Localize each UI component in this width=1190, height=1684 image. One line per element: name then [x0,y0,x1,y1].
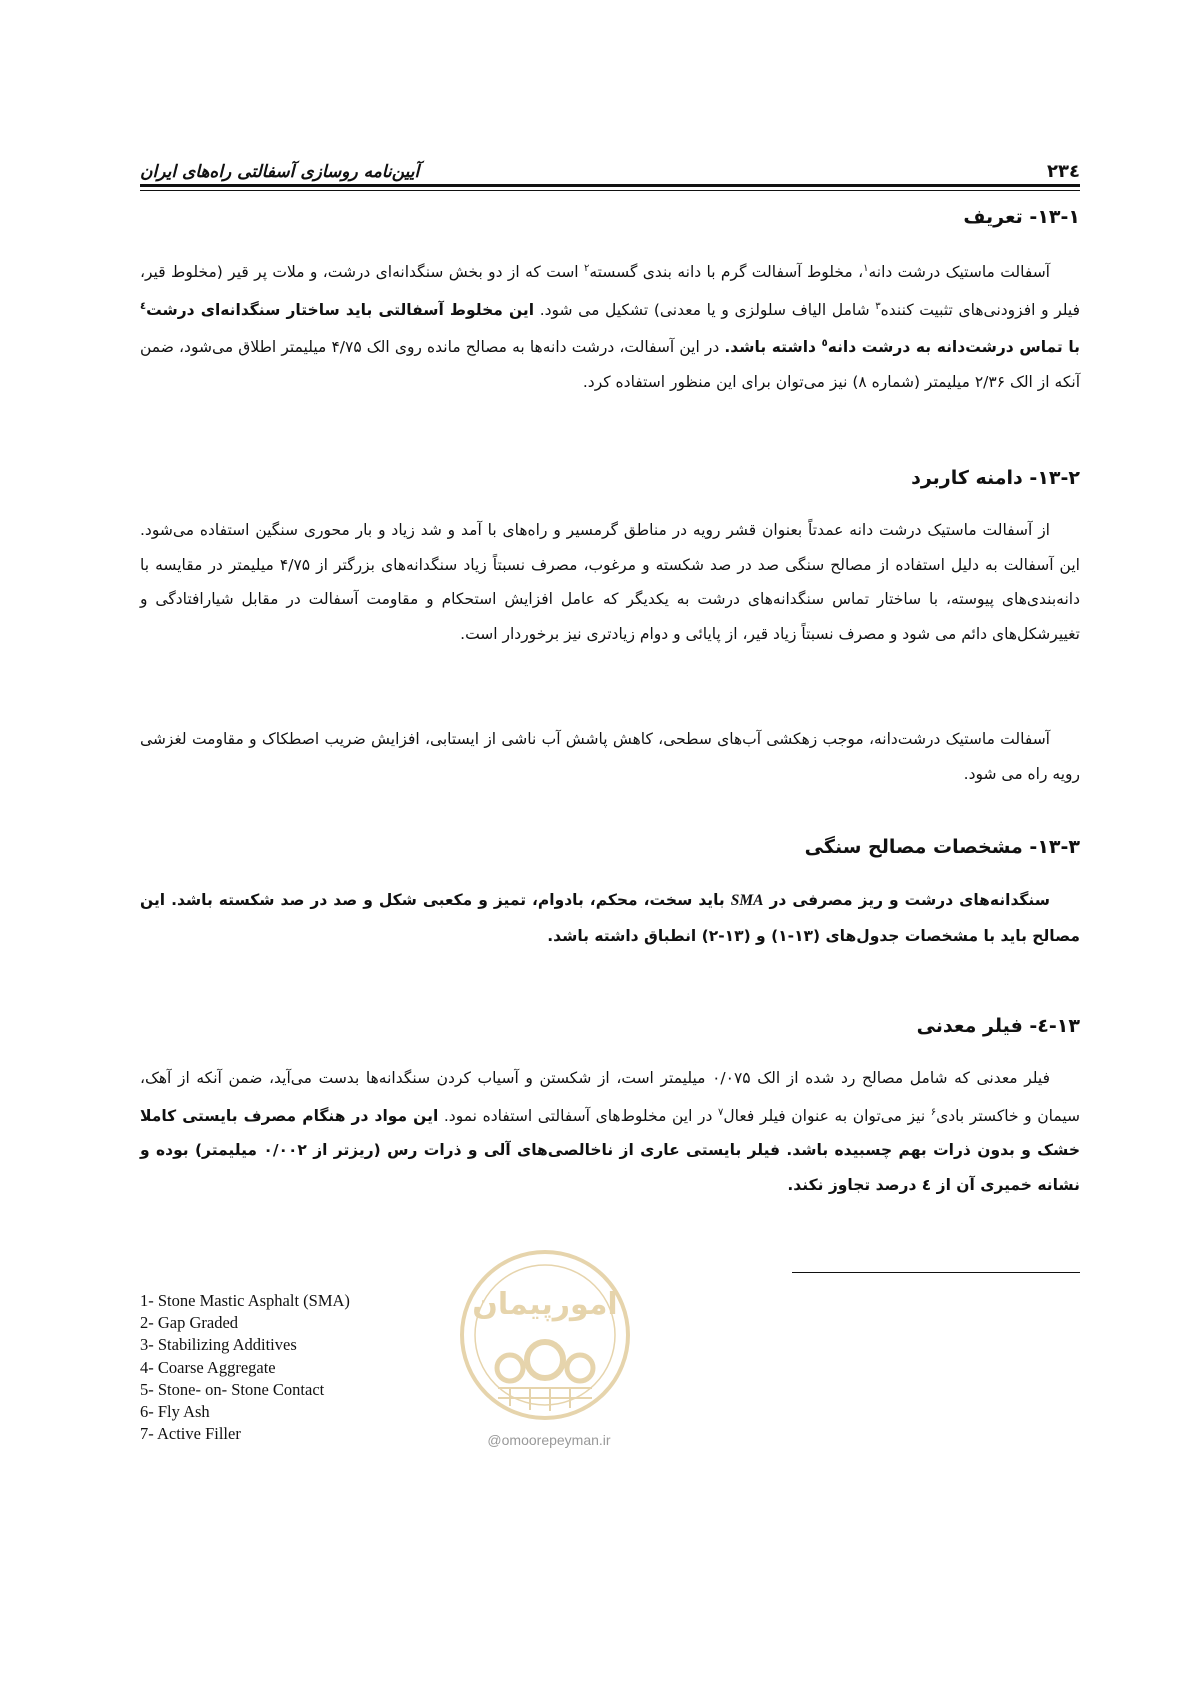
text: در این آسفالت، درشت دانه‌ها به مصالح مانده روی الک ۴/۷۵ میلیمتر اطلاق می‌شود، ضمن آنکه از الک ۲/۳۶ میلیمتر (شماره ۸) نیز می‌توان برای این منظور استفاده کرد. [140,338,1080,391]
footnote-item: 5- Stone- on- Stone Contact [140,1379,325,1399]
bold-text: این مواد در هنگام مصرف بایستی کاملا خشک و بدون ذرات بهم چسبیده باشد. فیلر بایستی عاری از ناخالصی‌های آلی و ذرات رس (ریزتر از ۰/۰۰۲ میلیمتر) بوده و نشانه خمیری آن از ٤ درصد تجاوز نکند. [140,1106,1080,1194]
text: آسفالت ماستیک درشت دانه [868,263,1050,282]
section-heading-definition: ۱۳-۱- تعریف [963,206,1080,228]
document-page [140,0,1080,1684]
watermark-url: @omoorepeyman.ir [487,1432,611,1448]
text: شامل الیاف سلولزی و یا معدنی) تشکیل می شود. [534,300,876,319]
bold-text: داشته باشد. [724,338,822,357]
section-heading-filler: ۱۳-٤- فیلر معدنی [916,1015,1080,1037]
footnote-item: 3- Stabilizing Additives [140,1335,297,1355]
footnote-item: 7- Active Filler [140,1424,241,1444]
footnote-rule [792,1272,1080,1273]
text: ، مخلوط آسفالت گرم با دانه بندی گسسته [589,263,864,282]
footnote-item: 2- Gap Graded [140,1313,239,1333]
footnote-ref: ۱ [863,263,869,274]
sma-abbr: SMA [730,892,764,909]
footnote-ref: ٤ [140,300,147,312]
footnote-ref: ۶ [930,1106,937,1118]
footnotes [140,1290,440,1445]
watermark-logo-text: امورپیمان [472,1287,618,1322]
text: نیز می‌توان به عنوان فیلر فعال [723,1106,931,1125]
footnote-item: 4- Coarse Aggregate [140,1357,276,1377]
book-title: آیین‌نامه روسازی آسفالتی راه‌های ایران [140,162,420,182]
paragraph-scope-1: از آسفالت ماستیک درشت دانه عمدتاً بعنوان قشر رویه در مناطق گرمسیر و راه‌های با آمد و شد زیاد و بار محوری سنگین استفاده می‌شود. این آسفالت به دلیل استفاده از مصالح سنگی صد در صد شکسته و مرغوب، مصرف نسبتاً زیاد سنگدانه‌های بزرگتر از ۴/۷۵ میلیمتر در مقایسه با دانه‌بندی‌های پیوسته، با ساختار تماس سنگدانه‌های درشت به یکدیگر که عامل افزایش استحکام و مقاومت آسفالت در مقابل شیارافتادگی و تغییرشکل‌های دائم می شود و مصرف نسبتاً زیاد قیر، از پایائی و دوام زیادتری نیز برخوردار است. [140,521,1080,643]
text: باید سخت، محکم، بادوام، تمیز و مکعبی شکل و صد در صد شکسته باشد. این مصالح باید با مشخصات جدول‌های (۱۳-۱) و (۱۳-۲) انطباق داشته باشد. [140,891,1080,945]
paragraph-filler [140,1061,1080,1202]
paragraph-scope-2: آسفالت ماستیک درشت‌دانه، موجب زهکشی آب‌های سطحی، کاهش پاشش آب ناشی از ایستابی، افزایش ضریب اصطکاک و مقاومت لغزشی رویه راه می شود. [140,730,1080,783]
footnote-ref: ٥ [821,338,828,350]
footnote-item: 6- Fly Ash [140,1402,210,1422]
paragraph-definition [140,252,1080,399]
header-rule-thin [140,190,1080,191]
text: سنگدانه‌های درشت و ریز مصرفی در [763,891,1050,909]
bold-text: این مخلوط آسفالتی باید ساختار سنگدانه‌ای درشت [146,300,535,319]
page-number: ۲۳٤ [1047,161,1080,182]
footnote-ref: ۲ [583,263,590,274]
paragraph-aggregate [140,883,1080,953]
watermark-logo [458,1248,632,1422]
text: است که از دو بخش سنگدانه‌ای درشت، و ملات پر قیر (مخلوط قیر، فیلر و افزودنی‌های تثبیت کننده [140,263,1080,319]
header-rule-thick [140,184,1080,187]
footnote-ref: ۷ [718,1106,724,1118]
footnote-item: 1- Stone Mastic Asphalt (SMA) [140,1291,350,1310]
page-header [140,154,1080,182]
section-heading-scope: ۱۳-۲- دامنه کاربرد [911,467,1080,489]
text: در این مخلوط‌های آسفالتی استفاده نمود. [438,1106,719,1125]
footnote-ref: ۳ [875,300,881,312]
section-heading-aggregate: ۱۳-۳- مشخصات مصالح سنگی [804,836,1080,858]
text: فیلر معدنی که شامل مصالح رد شده از الک ۰/۰۷۵ میلیمتر است، از شکستن و آسیاب کردن سنگدانه‌ها بدست می‌آید، ضمن آنکه از آهک، سیمان و خاکستر بادی [140,1069,1080,1125]
bold-text: با تماس درشت‌دانه به درشت دانه [827,338,1080,357]
